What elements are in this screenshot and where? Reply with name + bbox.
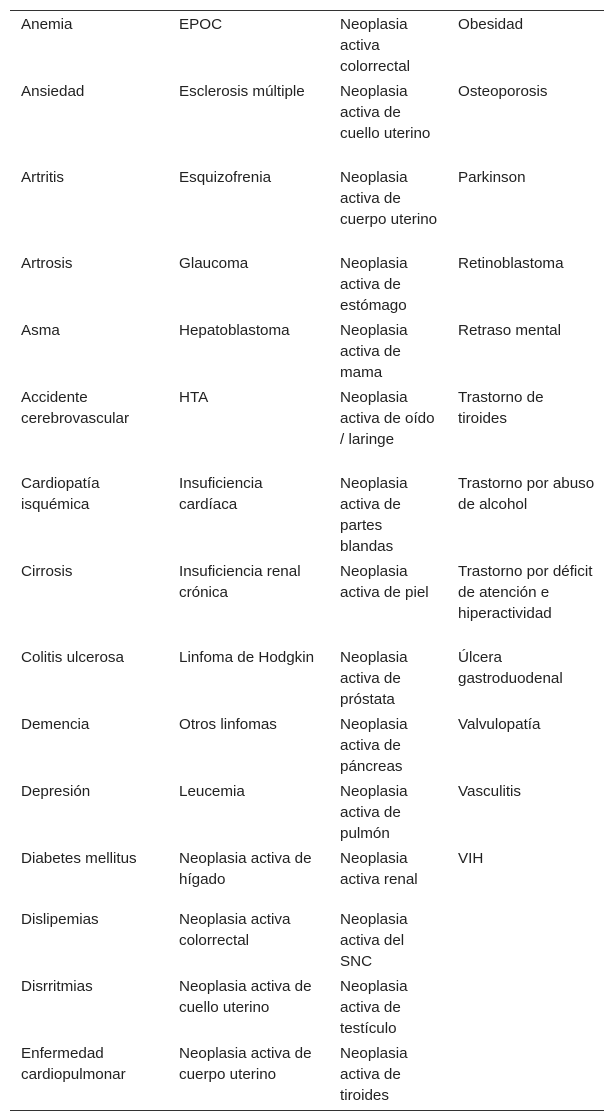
table-cell: Neoplasia activa de pulmón — [340, 783, 408, 842]
table-cell: Depresión — [21, 783, 91, 800]
table-cell — [447, 1041, 604, 1110]
table-cell: HTA — [179, 389, 209, 406]
table-row — [10, 712, 604, 779]
table-cell: Neoplasia activa de cuerpo uterino — [340, 169, 438, 228]
table-cell: Ansiedad — [21, 83, 85, 100]
table-cell: Vasculitis — [458, 783, 522, 800]
table-cell: Neoplasia activa de próstata — [340, 649, 408, 708]
table-cell: Neoplasia activa renal — [340, 850, 418, 888]
table-cell: Asma — [21, 322, 60, 339]
table-row — [10, 1041, 604, 1110]
table-cell: Neoplasia activa de cuello uterino — [340, 83, 431, 142]
table-cell: Dislipemias — [21, 911, 99, 928]
table-cell: Hepatoblastoma — [179, 322, 290, 339]
table-row — [10, 846, 604, 907]
table-cell: Úlcera gastroduodenal — [458, 649, 563, 687]
table-row — [10, 471, 604, 559]
table-row — [10, 779, 604, 846]
table-cell — [447, 974, 604, 1041]
table-row — [10, 251, 604, 318]
table-cell: Enfermedad cardiopulmonar — [21, 1045, 126, 1083]
table-cell: Insuficiencia cardíaca — [179, 475, 263, 513]
table-cell: Artritis — [21, 169, 65, 186]
table-cell: Otros linfomas — [179, 716, 277, 733]
table-cell: Leucemia — [179, 783, 245, 800]
table-cell: Osteoporosis — [458, 83, 548, 100]
table-cell: Neoplasia activa de estómago — [340, 255, 408, 314]
conditions-grid — [10, 11, 604, 1110]
table-cell: Anemia — [21, 16, 73, 33]
table-row — [10, 907, 604, 974]
table-cell — [447, 907, 604, 974]
table-cell: Neoplasia activa de tiroides — [340, 1045, 408, 1104]
table-cell: Neoplasia activa colorrectal — [179, 911, 291, 949]
table-cell: VIH — [458, 850, 484, 867]
table-cell: Neoplasia activa de páncreas — [340, 716, 408, 775]
table-row — [10, 645, 604, 712]
table-row — [10, 974, 604, 1041]
table-cell: Esclerosis múltiple — [179, 83, 305, 100]
table-row — [10, 165, 604, 251]
table-cell: Neoplasia activa de piel — [340, 563, 429, 601]
table-row — [10, 385, 604, 471]
table-cell: Neoplasia activa de mama — [340, 322, 408, 381]
table-cell: Neoplasia activa de cuerpo uterino — [179, 1045, 312, 1083]
table-cell: Glaucoma — [179, 255, 249, 272]
table-cell: Esquizofrenia — [179, 169, 272, 186]
table-cell: Linfoma de Hodgkin — [179, 649, 315, 666]
table-cell: Obesidad — [458, 16, 524, 33]
table-row — [10, 559, 604, 645]
table-cell: Disrritmias — [21, 978, 93, 995]
table-cell: EPOC — [179, 16, 223, 33]
table-cell: Neoplasia activa de cuello uterino — [179, 978, 312, 1016]
table-row — [10, 79, 604, 165]
table-cell: Neoplasia activa de hígado — [179, 850, 312, 888]
table-cell: Insuficiencia renal crónica — [179, 563, 301, 601]
table-cell: Colitis ulcerosa — [21, 649, 124, 666]
table-cell: Cirrosis — [21, 563, 73, 580]
table-cell: Accidente cerebrovascular — [21, 389, 130, 427]
conditions-table — [10, 10, 604, 1111]
table-cell: Valvulopatía — [458, 716, 541, 733]
table-row — [10, 318, 604, 385]
table-cell: Cardiopatía isquémica — [21, 475, 100, 513]
table-cell: Trastorno por abuso de alcohol — [458, 475, 595, 513]
table-cell: Neoplasia activa de oído / laringe — [340, 389, 435, 448]
table-cell: Demencia — [21, 716, 90, 733]
table-cell: Neoplasia activa de partes blandas — [340, 475, 408, 555]
table-cell: Neoplasia activa del SNC — [340, 911, 408, 970]
table-cell: Artrosis — [21, 255, 73, 272]
table-cell: Neoplasia activa de testículo — [340, 978, 408, 1037]
table-cell: Parkinson — [458, 169, 526, 186]
table-cell: Retinoblastoma — [458, 255, 564, 272]
table-cell: Retraso mental — [458, 322, 561, 339]
table-cell: Neoplasia activa colorrectal — [340, 16, 411, 75]
table-cell: Trastorno de tiroides — [458, 389, 544, 427]
table-cell: Diabetes mellitus — [21, 850, 137, 867]
table-cell: Trastorno por déficit de atención e hiperactividad — [458, 563, 593, 622]
table-row — [10, 11, 604, 79]
